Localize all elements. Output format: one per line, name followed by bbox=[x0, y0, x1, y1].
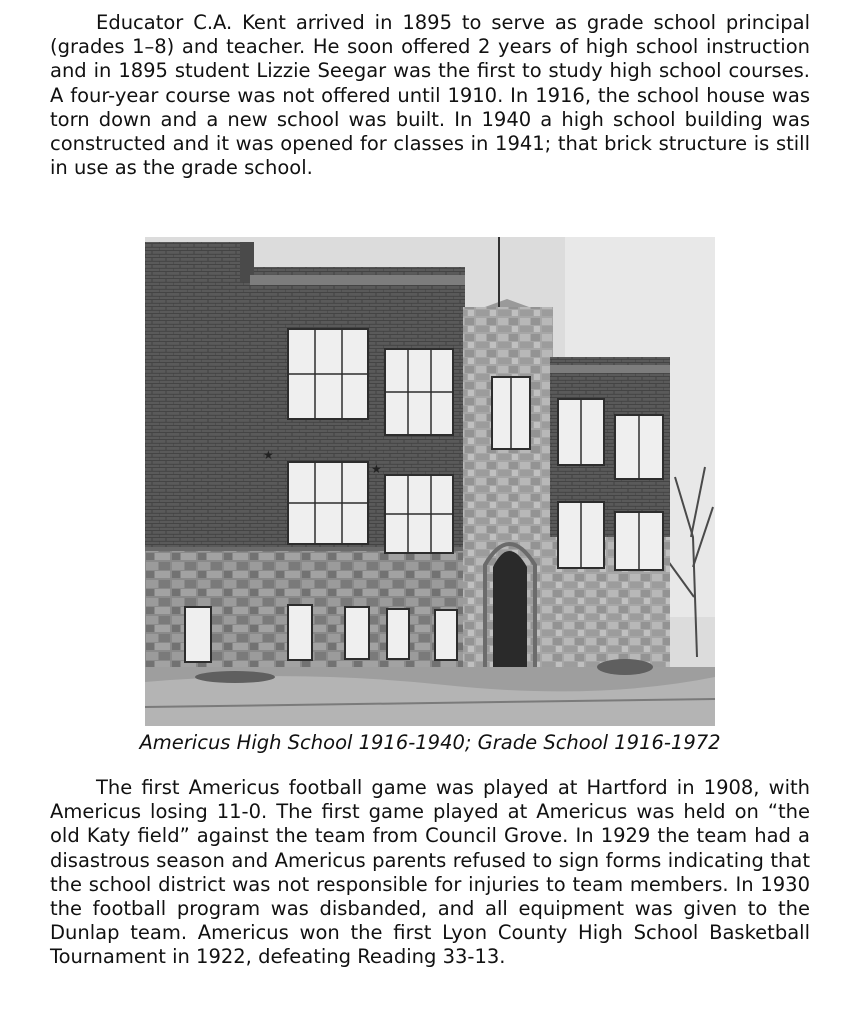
svg-text:★: ★ bbox=[263, 448, 274, 462]
svg-text:★: ★ bbox=[371, 462, 382, 476]
photo-caption: Americus High School 1916-1940; Grade School 1916-1972 bbox=[139, 731, 721, 754]
intro-paragraph: Educator C.A. Kent arrived in 1895 to serve as grade school principal (grades 1–8) and teacher. He soon offered 2 years of high school instruction and in 1895 student Lizzie Seegar was the first to study high school courses. A four-year course was not offered until 1910. In 1916, the school house was torn down and a new school was built. In 1940 a high school building was constructed and it was opened for classes in 1941; that brick structure is still in use as the grade school. bbox=[50, 11, 810, 180]
school-building-photo bbox=[145, 237, 715, 726]
football-paragraph: The first Americus football game was played at Hartford in 1908, with Americus losing 11-0. The first game played at Americus was held on “the old Katy field” against the team from Council Grove. In 1929 the team had a disastrous season and Americus parents refused to sign forms indicating that the school district was not responsible for injuries to team members. In 1930 the football program was disbanded, and all equipment was given to the Dunlap team. Americus won the first Lyon County High School Basketball Tournament in 1922, defeating Reading 33-13. bbox=[50, 776, 810, 969]
